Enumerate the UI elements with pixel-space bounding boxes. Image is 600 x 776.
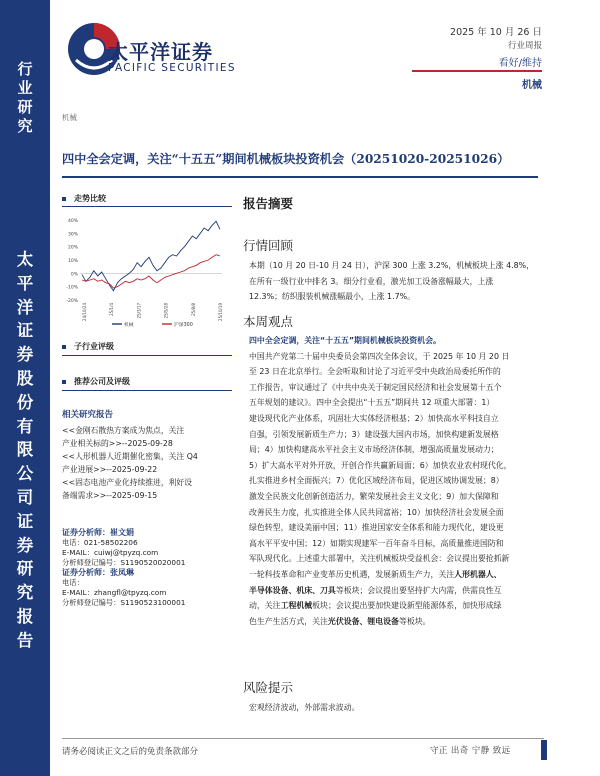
sidebar-bottom-char: 份 — [16, 392, 34, 412]
sidebar-bottom-char: 太 — [16, 250, 34, 269]
related-line: <<人形机器人近期催化密集，关注 Q4 — [62, 452, 198, 461]
view-line-part: 军队现代化。 — [249, 554, 297, 564]
view-line — [249, 614, 544, 630]
company-name-en: PACIFIC SECURITIES — [108, 62, 236, 74]
analyst-email: E-MAIL：cuiwj@tpyzq.com — [62, 548, 159, 557]
view-line-part: 动，关注 — [249, 601, 281, 611]
report-date: 2025 年 10 月 26 日 — [450, 27, 542, 38]
stocks-head: 推荐公司及评级 — [62, 376, 130, 387]
view-line: 激发全民族文化创新创造活力，繁荣发展社会主义文化；9）加大保障和 — [249, 491, 499, 501]
related-line: 产业进展>>--2025-09-22 — [62, 465, 158, 474]
view-lead: 四中全会定调，关注“十五五”期间机械板块投资机会。 — [249, 336, 441, 345]
header-rule — [412, 70, 542, 72]
view-line: 五年规划的建议》。四中全会提出“十五五”期间共 12 项重大部署：1） — [249, 398, 495, 408]
view-line: 5）扩大高水平对外开放，开创合作共赢新局面；6）加快农业农村现代化， — [249, 460, 512, 470]
sidebar-bottom-char: 告 — [16, 630, 34, 650]
view-line: 绿色转型，建设美丽中国；11）推进国家安全体系和能力现代化，建设更 — [249, 523, 504, 533]
view-line — [249, 583, 544, 599]
view-line: 局；4）加快构建高水平社会主义市场经济体制，增强高质量发展动力； — [249, 445, 499, 455]
report-type: 行业周报 — [507, 41, 542, 51]
sidebar-top-char: 业 — [17, 79, 33, 97]
y-tick-label: 10% — [67, 259, 78, 264]
view-line-part: 板块；会议提出要加快建设新型能源体系，加快形成绿 — [312, 601, 502, 611]
sidebar-bottom-char: 研 — [16, 559, 34, 579]
y-tick-label: -20% — [66, 299, 78, 304]
highlight-term: 光伏设备、锂电设备 — [327, 616, 399, 626]
sidebar-bottom-char: 券 — [16, 345, 34, 365]
view-line — [249, 567, 544, 583]
view-line-part: 等板块；会议提出要坚持扩大内需，供需良性互 — [335, 585, 502, 595]
y-tick-label: 20% — [67, 245, 78, 251]
y-tick-label: 0% — [70, 272, 78, 278]
sidebar-bottom-char: 有 — [16, 416, 34, 436]
series-line-1 — [82, 255, 220, 288]
analyst-name: 证券分析师：崔文娟 — [62, 528, 134, 537]
view-line: 扎实推进乡村全面振兴；7）优化区域经济布局，促进区域协调发展；8） — [249, 476, 504, 486]
market-line: 本期（10 月 20 日-10 月 24 日），沪深 300 上涨 3.2%，机械板块上涨 4.8%， — [249, 261, 534, 270]
sidebar-top-char: 研 — [17, 98, 33, 116]
sidebar-bottom-char: 券 — [16, 535, 34, 555]
view-line-part: 一轮科技革命和产业变革历史机遇，发展新质生产力，关注 — [249, 569, 455, 579]
summary-head: 报告摘要 — [243, 196, 294, 211]
view-line: 工作报告，审议通过了《中共中央关于制定国民经济和社会发展第十五个 — [249, 382, 502, 392]
footer-block — [541, 740, 547, 760]
analyst-phone: 电话：021-58502206 — [62, 538, 138, 547]
analyst-phone: 电话： — [62, 578, 84, 587]
related-line: <<固态电池产业化持续推进，利好设 — [62, 478, 193, 487]
footer-disclaimer: 请务必阅读正文之后的免责条款部分 — [62, 747, 199, 757]
risk-head: 风险提示 — [243, 680, 294, 695]
footer-motto: 守正 出奇 宁静 致远 — [430, 746, 511, 756]
sidebar-top-char: 行 — [17, 60, 33, 78]
y-tick-label: 40% — [67, 219, 78, 224]
x-tick-label: 25/5/28 — [163, 303, 169, 319]
view-line — [249, 551, 544, 567]
view-line-part: 上述重大部署中，关注机械板块受益机会：会议提出要抢抓新 — [296, 554, 510, 564]
report-title: 四中全会定调，关注“十五五”期间机械板块投资机会（20251020-20251026） — [62, 152, 510, 166]
market-head: 行情回顾 — [243, 238, 294, 253]
y-tick-label: -10% — [66, 285, 78, 291]
subindustry-head: 子行业评级 — [62, 341, 114, 352]
view-line: 建设现代化产业体系，巩固壮大实体经济根基；2）加快高水平科技自立 — [249, 413, 499, 423]
highlight-term: 半导体设备、机床、刀具 — [249, 585, 336, 595]
view-line — [249, 598, 544, 614]
sidebar-bottom-char: 证 — [16, 511, 34, 531]
market-line: 12.3%；纺织服装机械涨幅最小，上涨 1.7%。 — [249, 292, 415, 302]
y-tick-label: 30% — [67, 232, 78, 238]
risk-text — [249, 700, 544, 716]
view-line: 改善民生力度，扎实推进全体人民共同富裕；10）加快经济社会发展全面 — [249, 507, 504, 517]
subindustry-rule — [62, 355, 232, 356]
sidebar-bottom-char: 公 — [16, 464, 34, 484]
footer-rule — [62, 738, 544, 739]
trend-rule — [62, 206, 232, 207]
sidebar-bottom-char: 平 — [16, 273, 34, 293]
title-rule — [62, 176, 538, 178]
sidebar-bottom-label — [0, 248, 50, 653]
view-head: 本周观点 — [243, 314, 294, 329]
sidebar-bottom-char: 究 — [16, 583, 34, 603]
risk-line: 宏观经济波动，外部需求波动。 — [249, 703, 360, 712]
x-tick-label: 25/3/17 — [136, 303, 142, 319]
market-text — [249, 258, 544, 305]
analyst-list — [62, 528, 234, 608]
analyst-name: 证券分析师：张凤琳 — [62, 568, 134, 577]
sidebar-bottom-char: 限 — [16, 440, 34, 460]
sidebar-bottom-char: 司 — [16, 487, 34, 507]
x-tick-label: 25/8/8 — [190, 303, 196, 316]
trend-head: 走势比较 — [62, 193, 106, 204]
legend-label: 沪深300 — [174, 323, 193, 328]
related-list — [62, 424, 234, 502]
view-line: 高水平平安中国；12）如期实现建军一百年奋斗目标，高质量推进国防和 — [249, 538, 504, 548]
related-line: <<金刚石散热方案成为焦点，关注 — [62, 426, 185, 435]
legend-label: 机械 — [124, 323, 134, 328]
related-line: 产业相关标的>>--2025-09-28 — [62, 439, 173, 448]
view-line-part: 色生产生活方式，关注 — [249, 616, 328, 626]
x-tick-label: 25/10/19 — [218, 303, 223, 321]
industry-rating: 看好/维持 — [498, 58, 542, 69]
sidebar-bottom-char: 证 — [16, 321, 34, 341]
related-head: 相关研究报告 — [62, 410, 114, 420]
trend-chart — [62, 212, 232, 330]
view-line: 中国共产党第二十届中央委员会第四次全体会议，于 2025 年 10 月 20 日 — [249, 351, 510, 361]
view-line: 自强，引领发展新质生产力；3）建设强大国内市场，加快构建新发展格 — [249, 429, 499, 439]
sector-tag: 机械 — [62, 113, 77, 122]
analyst-email: E-MAIL：zhangfl@tpyzq.com — [62, 588, 167, 597]
highlight-term: 人形机器人、 — [454, 569, 502, 579]
x-tick-label: 25/1/4 — [109, 303, 115, 316]
company-name-cn: 太平洋证券 — [108, 40, 213, 64]
market-line: 在所有一级行业中排名 3。细分行业看，激光加工设备涨幅最大，上涨 — [249, 276, 494, 286]
left-band — [0, 0, 50, 776]
x-tick-label: 24/10/24 — [82, 303, 87, 321]
analyst-cert: 分析师登记编号：S1190520020001 — [62, 558, 186, 567]
analyst-cert: 分析师登记编号：S1190523100001 — [62, 598, 186, 607]
view-text — [249, 333, 544, 629]
view-line-part: 等板块。 — [398, 616, 431, 626]
view-line: 至 23 日在北京举行。全会听取和讨论了习近平受中央政治局委托所作的 — [249, 367, 501, 377]
related-line: 备端需求>>--2025-09-15 — [62, 491, 158, 500]
sidebar-bottom-char: 股 — [16, 368, 34, 388]
industry-name: 机械 — [522, 80, 542, 91]
sidebar-bottom-char: 报 — [16, 606, 34, 626]
highlight-term: 工程机械 — [280, 601, 313, 611]
sidebar-top-char: 究 — [17, 117, 33, 135]
stocks-rule — [62, 390, 232, 391]
sidebar-top-label — [0, 60, 50, 136]
sidebar-bottom-char: 洋 — [16, 297, 34, 317]
